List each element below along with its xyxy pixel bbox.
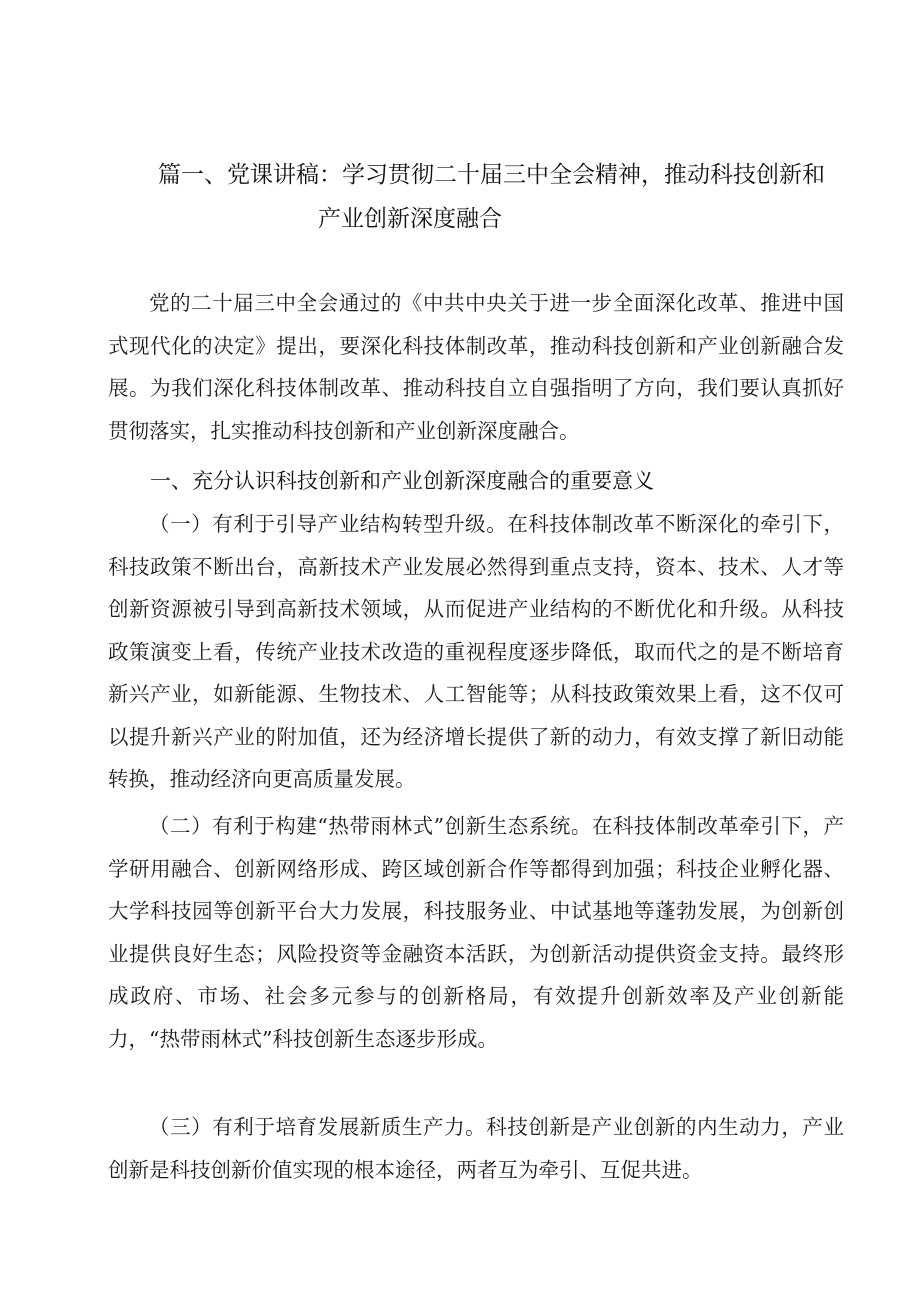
document-title-line-2: 产业创新深度融合 [318, 206, 502, 232]
section-heading: 一、充分认识科技创新和产业创新深度融合的重要意义 [150, 469, 654, 493]
paragraph-3: （三）有利于培育发展新质生产力。科技创新是产业创新的内生动力，产业创新是科技创新价值实现的根本途径，两者互为牵引、互促共进。 [108, 1115, 844, 1182]
document-title-line-1: 篇一、党课讲稿：学习贯彻二十届三中全会精神，推动科技创新和 [158, 162, 825, 188]
paragraph-2: （二）有利于构建“热带雨林式”创新生态系统。在科技体制改革牵引下，产学研用融合、创新网络形成、跨区域创新合作等都得到加强；科技企业孵化器、大学科技园等创新平台大力发展，科技服务业、中试基地等蓬勃发展，为创新创业提供良好生态；风险投资等金融资本活跃，为创新活动提供资金支持。最终形成政府、市场、社会多元参与的创新格局，有效提升创新效率及产业创新能力，“热带雨林式”科技创新生态逐步形成。 [108, 814, 844, 1051]
intro-paragraph: 党的二十届三中全会通过的《中共中央关于进一步全面深化改革、推进中国式现代化的决定》提出，要深化科技体制改革，推动科技创新和产业创新融合发展。为我们深化科技体制改革、推动科技自立自强指明了方向，我们要认真抓好贯彻落实，扎实推动科技创新和产业创新深度融合。 [108, 291, 844, 443]
paragraph-1: （一）有利于引导产业结构转型升级。在科技体制改革不断深化的牵引下，科技政策不断出台，高新技术产业发展必然得到重点支持，资本、技术、人才等创新资源被引导到高新技术领域，从而促进产业结构的不断优化和升级。从科技政策演变上看，传统产业技术改造的重视程度逐步降低，取而代之的是不断培育新兴产业，如新能源、生物技术、人工智能等；从科技政策效果上看，这不仅可以提升新兴产业的附加值，还为经济增长提供了新的动力，有效支撑了新旧动能转换，推动经济向更高质量发展。 [108, 512, 844, 791]
